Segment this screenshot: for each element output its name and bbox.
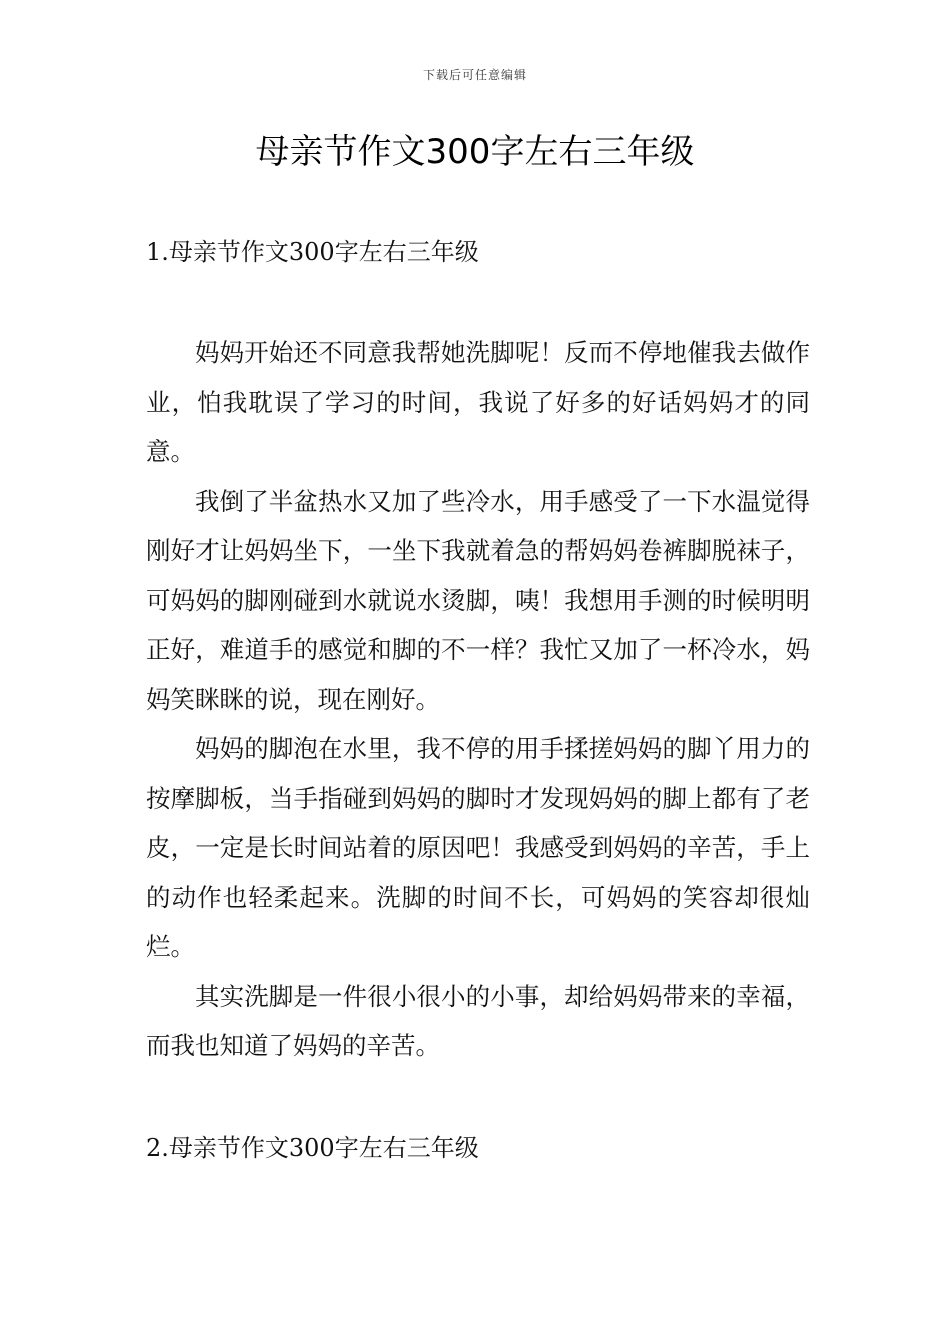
paragraph-1: 妈妈开始还不同意我帮她洗脚呢！反而不停地催我去做作业，怕我耽误了学习的时间，我说了好多的好话妈妈才的同意。 <box>146 338 810 466</box>
paragraph-2: 我倒了半盆热水又加了些冷水，用手感受了一下水温觉得刚好才让妈妈坐下，一坐下我就着急的帮妈妈卷裤脚脱袜子，可妈妈的脚刚碰到水就说水烫脚，咦！我想用手测的时候明明正好，难道手的感觉和脚的不一样？我忙又加了一杯冷水，妈妈笑眯眯的说，现在刚好。 <box>146 486 810 714</box>
header-note: 下载后可任意编辑 <box>422 68 527 82</box>
section-1-body <box>146 328 810 1071</box>
section-heading-2: 2.母亲节作文300字左右三年级 <box>146 1134 479 1162</box>
section-heading-1: 1.母亲节作文300字左右三年级 <box>146 238 479 266</box>
paragraph-4: 其实洗脚是一件很小很小的小事，却给妈妈带来的幸福，而我也知道了妈妈的辛苦。 <box>146 981 810 1060</box>
document-title: 母亲节作文300字左右三年级 <box>255 132 695 172</box>
paragraph-3: 妈妈的脚泡在水里，我不停的用手揉搓妈妈的脚丫用力的按摩脚板，当手指碰到妈妈的脚时才发现妈妈的脚上都有了老皮，一定是长时间站着的原因吧！我感受到妈妈的辛苦，手上的动作也轻柔起来。洗脚的时间不长，可妈妈的笑容却很灿烂。 <box>146 734 810 961</box>
